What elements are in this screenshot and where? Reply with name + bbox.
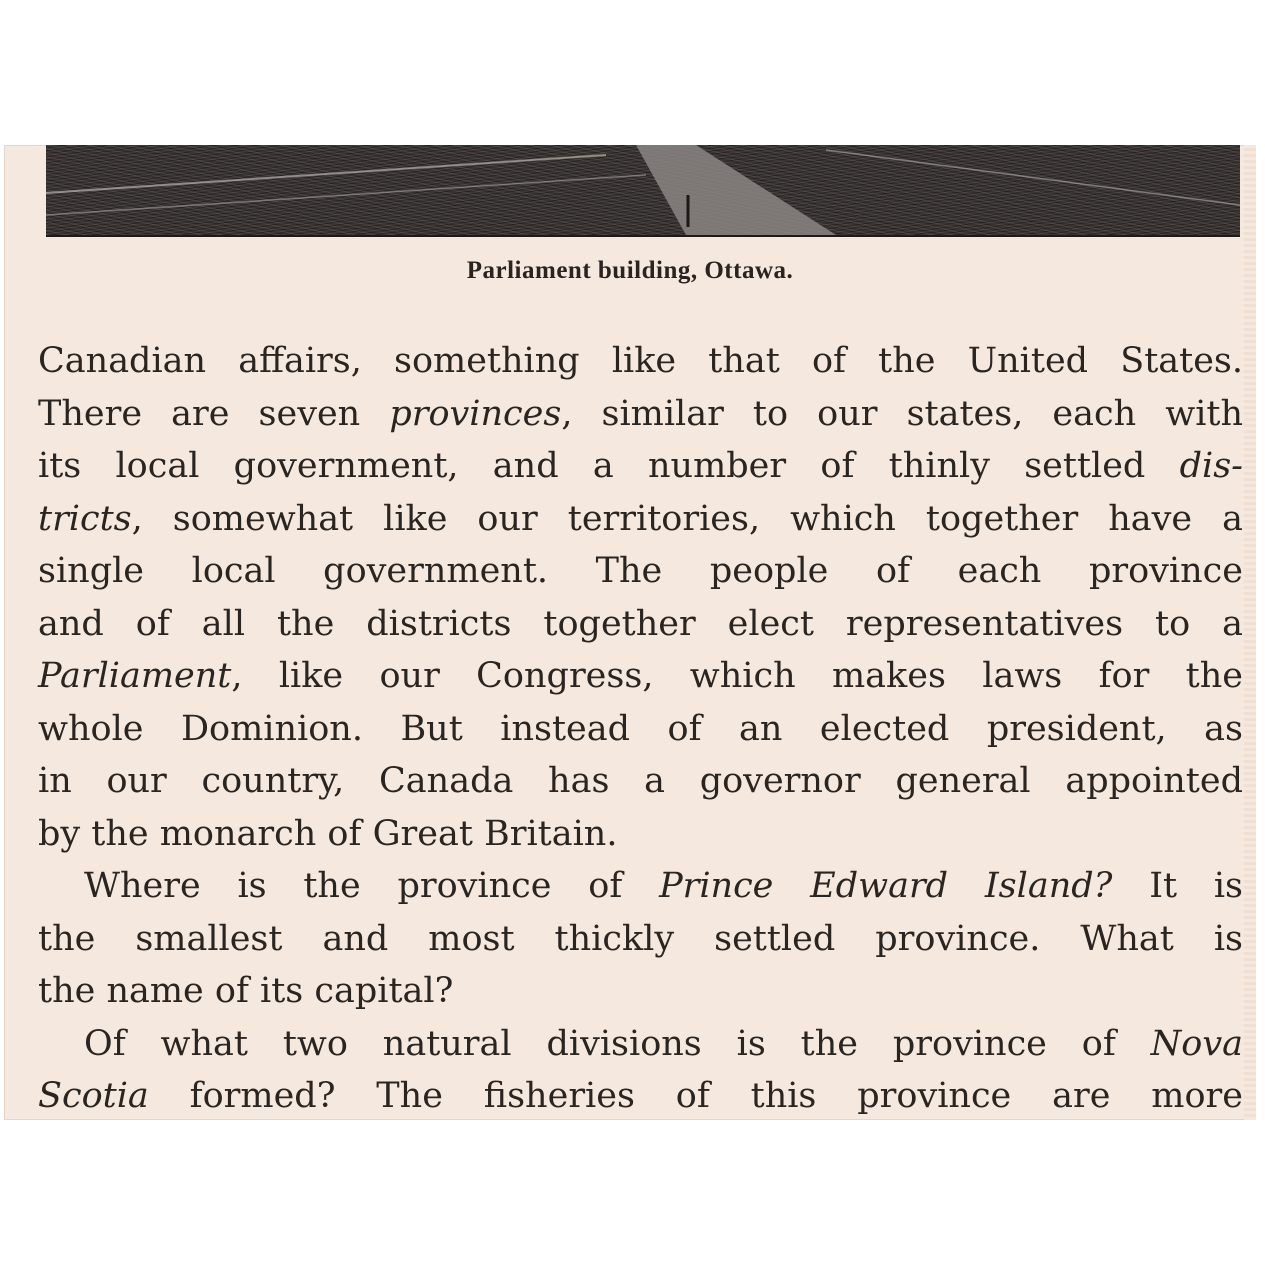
text-line: the name of its capital? [38,971,454,1011]
text-line: There are seven provinces, similar to our states, each with [38,393,1243,434]
text-line: single local government. The people of each province [38,551,1243,591]
text-line: in our country, Canada has a governor general appointed [38,761,1243,801]
image-caption: Parliament building, Ottawa. [466,257,794,284]
engraving-lines [46,145,1240,235]
text-line: the smallest and most thickly settled province. What is [38,918,1243,959]
text-line: Scotia formed? The fisheries of this province are more [38,1076,1243,1116]
text-line: Parliament, like our Congress, which makes laws for the [38,656,1243,696]
text-line: and of all the districts together elect representatives to a [38,603,1243,644]
text-line: its local government, and a number of thinly settled dis- [38,446,1243,486]
text-line: tricts, somewhat like our territories, which together have a [38,498,1243,539]
article-body [38,335,1243,1120]
text-line: whole Dominion. But instead of an elected president, as [38,708,1243,749]
text-line: Where is the province of Prince Edward Island? It is [84,866,1244,906]
text-line: Canadian affairs, something like that of the United States. [38,341,1243,381]
text-line: by the monarch of Great Britain. [38,813,618,854]
parliament-engraving-image [46,145,1240,237]
newspaper-clipping [4,145,1256,1120]
torn-edge [1244,145,1256,1120]
text-line: Of what two natural divisions is the province of Nova [84,1023,1243,1064]
